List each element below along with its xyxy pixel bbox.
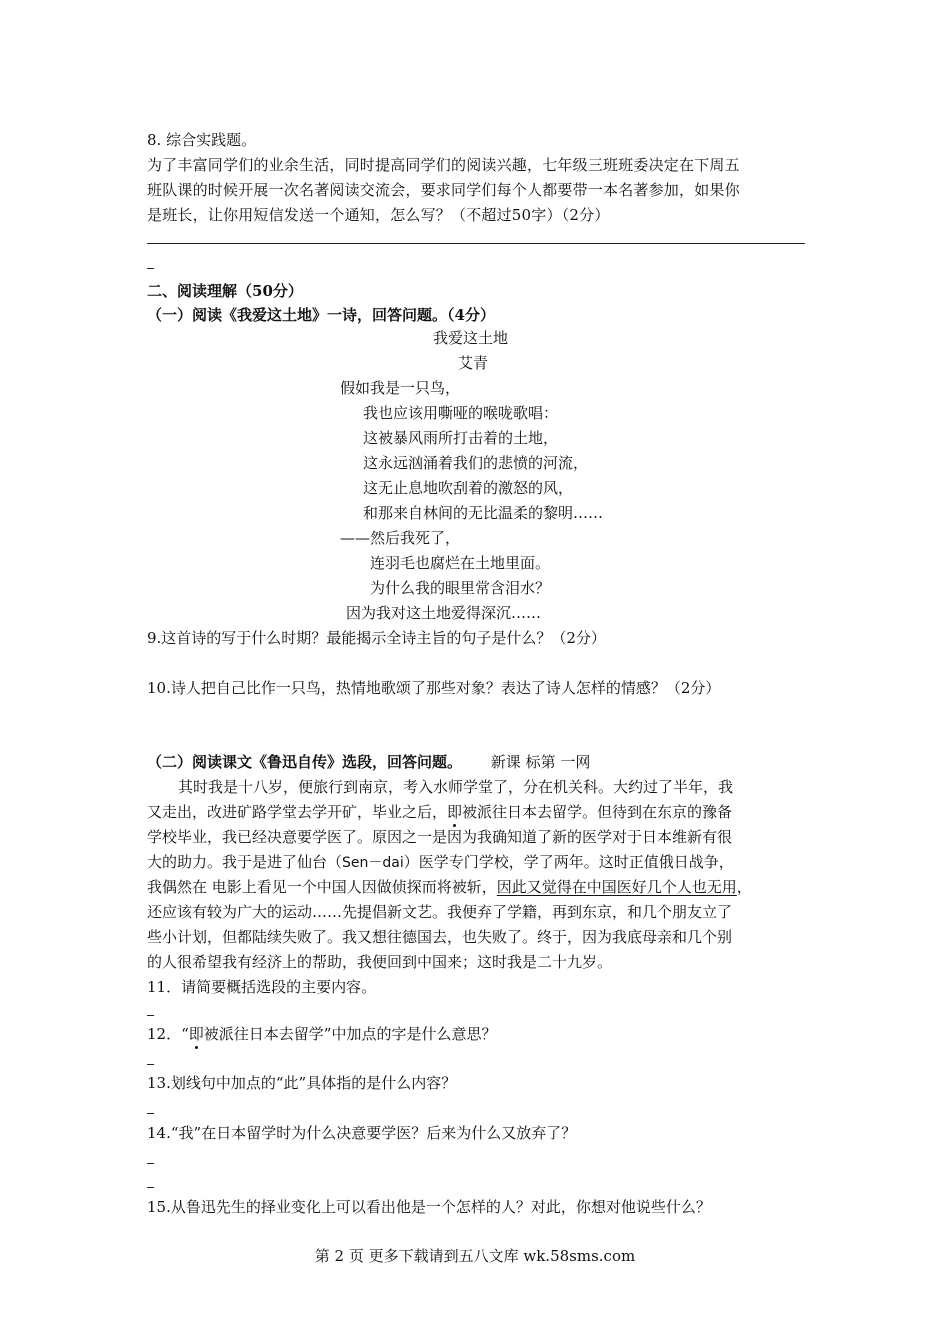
passage-line: 学校毕业，我已经决意要学医了。原因之一是因为我确知道了新的医学对于日本维新有很 — [147, 828, 733, 846]
answer-blank — [147, 1163, 154, 1164]
answer-blank — [147, 1015, 154, 1016]
q12-text: 12．“ — [147, 1025, 189, 1043]
dotted-char: 即 — [188, 1025, 204, 1043]
passage-line: 的人很希望我有经济上的帮助，我便回到中国来；这时我是二十九岁。 — [147, 953, 613, 971]
poem-line: 和那来自林间的无比温柔的黎明…… — [363, 504, 604, 522]
part1-heading: （一）阅读《我爱这土地》一诗，回答问题。（4分） — [147, 306, 495, 324]
q14: 14.“我”在日本留学时为什么决意要学医？后来为什么又放弃了？ — [147, 1124, 577, 1142]
part2-heading-row — [147, 752, 590, 772]
answer-line — [147, 243, 805, 244]
romanized-name: Sen－dai — [342, 855, 404, 871]
part2-note: 新课 标第 一网 — [490, 753, 591, 771]
passage-line: 些小计划，但都陆续失败了。我又想往德国去，也失败了。终于，因为我底母亲和几个别 — [147, 928, 733, 946]
q12 — [147, 1024, 496, 1044]
passage-line — [147, 877, 752, 897]
poem-line: 因为我对这土地爱得深沉…… — [346, 604, 542, 622]
q11: 11．请简要概括选段的主要内容。 — [147, 978, 377, 996]
passage-line — [147, 852, 734, 873]
section2-heading: 二、阅读理解（50分） — [147, 282, 303, 300]
q13: 13.划线句中加点的“此”具体指的是什么内容？ — [147, 1074, 457, 1092]
passage-text: 又走出，改进矿路学堂去学开矿，毕业之后， — [147, 803, 448, 821]
q8-line-1: 为了丰富同学们的业余生活，同时提高同学们的阅读兴趣，七年级三班班委决定在下周五 — [147, 156, 740, 174]
answer-blank — [147, 1187, 154, 1188]
poem-author: 艾青 — [458, 354, 489, 372]
poem-title: 我爱这土地 — [433, 329, 509, 347]
q8-line-3: 是班长，让你用短信发送一个通知，怎么写？（不超过50字）（2分） — [147, 206, 610, 224]
passage-line — [147, 802, 732, 822]
q8-line-2: 班队课的时候开展一次名著阅读交流会，要求同学们每个人都要带一本名著参加，如果你 — [147, 181, 740, 199]
q10: 10.诗人把自己比作一只鸟，热情地歌颂了那些对象？表达了诗人怎样的情感？（2分） — [147, 679, 721, 697]
poem-line: 我也应该用嘶哑的喉咙歌唱： — [363, 404, 559, 422]
answer-blank — [147, 1113, 154, 1114]
passage-text: 被派往日本去留学。但待到在东京的豫备 — [462, 803, 733, 821]
answer-blank — [147, 268, 154, 269]
passage-line: 其时我是十八岁，便旅行到南京，考入水师学堂了，分在机关科。大约过了半年，我 — [178, 778, 734, 796]
passage-text: 我偶然在 电影上看见一个中国人因做侦探而将被斩， — [147, 878, 497, 896]
q8-title: 8. 综合实践题。 — [147, 131, 257, 149]
poem-line: 为什么我的眼里常含泪水？ — [370, 579, 551, 597]
part2-heading: （二）阅读课文《鲁迅自传》选段，回答问题。 — [147, 753, 463, 771]
passage-text: ）医学专门学校，学了两年。这时正值俄日战争， — [403, 853, 734, 871]
answer-blank — [147, 1064, 154, 1065]
q9: 9.这首诗的写于什么时期？最能揭示全诗主旨的句子是什么？（2分） — [147, 629, 606, 647]
underlined-sentence: 因此又觉得在中国医好几个人也无用 — [496, 878, 737, 896]
q12-text: 被派往日本去留学”中加点的字是什么意思？ — [203, 1025, 497, 1043]
poem-line: 连羽毛也腐烂在土地里面。 — [370, 554, 551, 572]
poem-line: ——然后我死了， — [340, 529, 461, 547]
poem-line: 这被暴风雨所打击着的土地， — [363, 429, 559, 447]
passage-line: 还应该有较为广大的运动……先提倡新文艺。我便弃了学籍，再到东京，和几个朋友立了 — [147, 903, 733, 921]
poem-line: 假如我是一只鸟， — [340, 379, 461, 397]
page-footer: 第 2 页 更多下载请到五八文库 wk.58sms.com — [314, 1247, 636, 1265]
poem-line: 这无止息地吹刮着的激怒的风， — [363, 479, 574, 497]
passage-text: ， — [736, 878, 752, 896]
dotted-char: 即 — [447, 803, 463, 821]
q15: 15.从鲁迅先生的择业变化上可以看出他是一个怎样的人？对此，你想对他说些什么？ — [147, 1198, 711, 1216]
poem-line: 这永远汹涌着我们的悲愤的河流， — [363, 454, 589, 472]
passage-text: 大的助力。我于是进了仙台（ — [147, 853, 343, 871]
